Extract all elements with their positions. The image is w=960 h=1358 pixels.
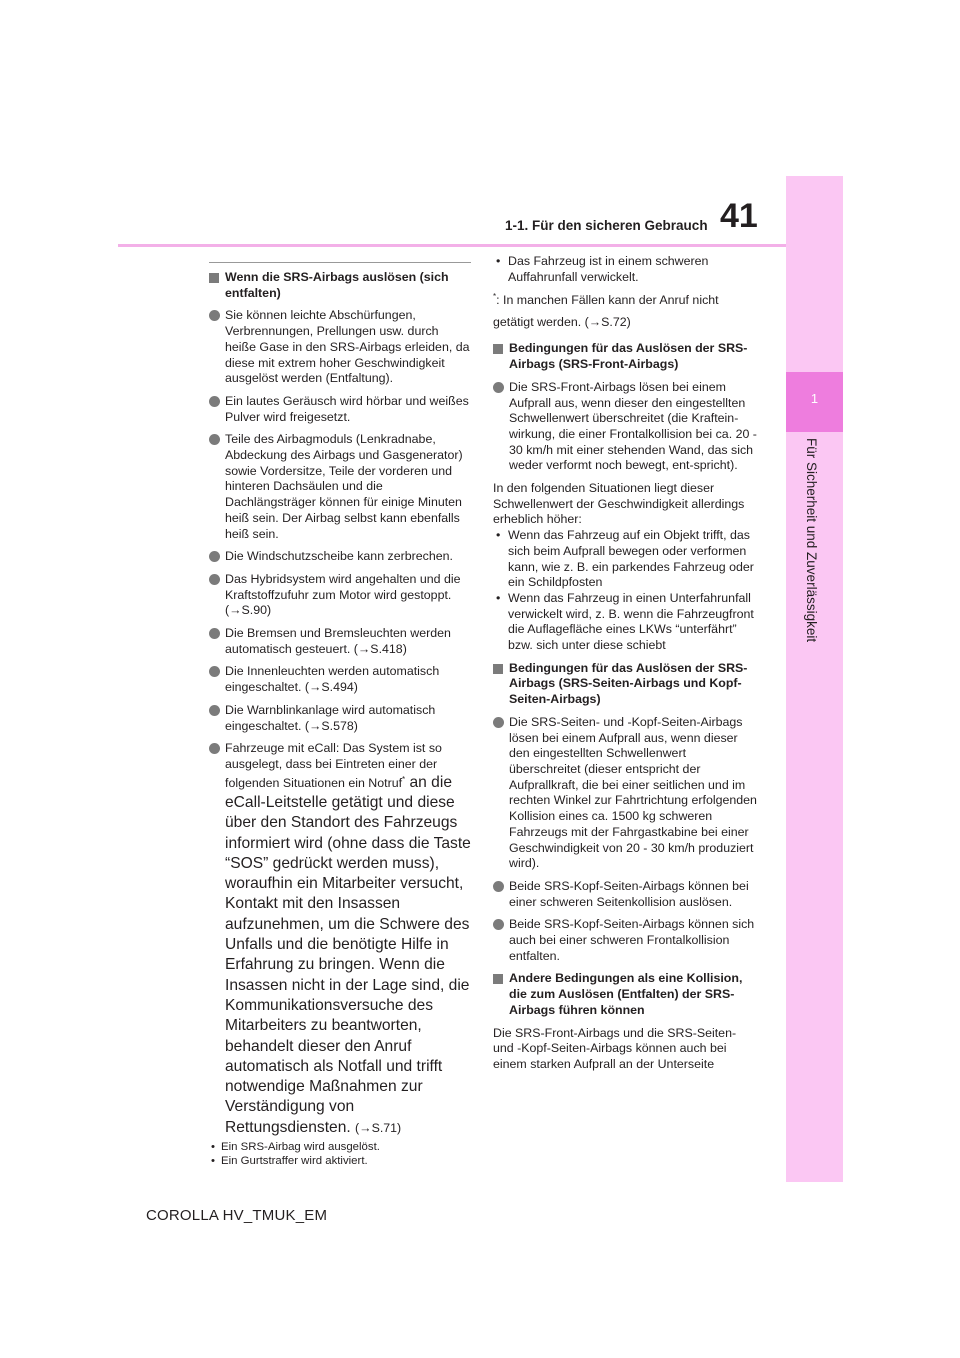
list-item: [209, 308, 471, 387]
footnote-marker: *: [493, 292, 497, 302]
list-item: [493, 879, 759, 910]
sub-item: • Das Fahrzeug ist in einem schweren Auffahrunfall verwickelt.: [496, 254, 709, 284]
list-item-text: Beide SRS-Kopf-Seiten-Airbags können bei einer schweren Seitenkollision auslösen.: [509, 878, 749, 909]
list-item-text: Ein lautes Geräusch wird hörbar und weißes Pulver wird freigesetzt.: [225, 393, 469, 424]
list-item: [493, 917, 759, 964]
circle-bullet-icon: [209, 396, 220, 407]
list-item: [493, 715, 759, 872]
list-item-text: Die SRS-Front-Airbags lösen bei einem Aufprall aus, wenn dieser den eingestellten Schwellenwert überschreitet (die Kraftein-wirkung, die einer Frontalkollision bei ca. 20 - 30 km/h mit einer stehenden Wand, das sich weder verformt noch bewegt, ent-spricht).: [509, 379, 757, 473]
list-item-text: Die SRS-Seiten- und -Kopf-Seiten-Airbags lösen bei einem Aufprall aus, wenn dieser den eingestellten Schwellenwert überschreitet (dieser entspricht der Aufprallkraft, die bei einer seitlichen und im rechten Winkel zur Fahrtrichtung erfolgenden Kollision eines ca. 1500 kg schweren Fahrzeugs mit der Fahrgastkabine bei einer Geschwindigkeit von 20 - 30 km/h produziert wird).: [509, 714, 757, 871]
paragraph: In den folgenden Situationen liegt dieser Schwellenwert der Geschwindigkeit allerdings erheblich höher:: [493, 481, 745, 527]
list-item-text: Die Warnblinkanlage wird automatisch eingeschaltet. (→S.578): [225, 702, 436, 733]
square-bullet-icon: [493, 974, 503, 984]
list-item: [209, 626, 471, 657]
circle-bullet-icon: [209, 628, 220, 639]
section-title: 1-1. Für den sicheren Gebrauch: [505, 218, 708, 233]
list-item: [209, 703, 471, 734]
sub-item: • Wenn das Fahrzeug in einen Unterfahrunfall verwickelt wird, z. B. wenn die Fahrzeugfront die Auflagefläche eines LKWs “unterfährt” bzw. sich unter diese schiebt: [496, 590, 754, 653]
sub-item-text: Wenn das Fahrzeug auf ein Objekt trifft, das sich beim Aufprall bewegen oder verformen kann, wie z. B. ein parkendes Fahrzeug oder ein Schildpfosten: [508, 528, 754, 590]
ecall-sub-item: • Ein SRS-Airbag wird ausgelöst.: [211, 1141, 380, 1154]
footnote: [493, 289, 759, 333]
heading-text: Bedingungen für das Auslösen der SRS-Airbags (SRS-Front-Airbags): [509, 341, 748, 372]
ecall-item: [209, 741, 471, 1138]
list-item-text: Die Bremsen und Bremsleuchten werden automatisch gesteuert. (→S.418): [225, 626, 451, 656]
list-item-text: Teile des Airbagmoduls (Lenkradnabe, Abdeckung des Airbags und Gasgenerator) sowie Vordersitze, Teile der vorderen und hinteren Dachsäulen und die Dachlängsträger können für einige Minuten heiß sein. Der Airbag selbst kann ebenfalls heiß sein.: [225, 432, 463, 541]
sub-item-text: Das Fahrzeug ist in einem schweren Auffahrunfall verwickelt.: [508, 254, 709, 284]
page-number: 41: [720, 197, 758, 235]
sub-item-text: Wenn das Fahrzeug in einen Unterfahrunfall verwickelt wird, z. B. wenn die Fahrzeugfront die Auflagefläche eines LKWs “unterfährt” bzw. sich unter diese schiebt: [508, 590, 754, 653]
footnote-text: : In manchen Fällen kann der Anruf nicht getätigt werden. (→S.72): [493, 293, 719, 330]
ecall-text-small: Fahrzeuge mit eCall: Das System ist so ausgelegt, dass bei Eintreten einer der folgenden Situationen ein Notruf: [225, 741, 442, 790]
chapter-label-wrapper: [802, 438, 820, 658]
right-column: [493, 254, 759, 1073]
section-heading: [209, 270, 471, 301]
square-bullet-icon: [493, 664, 503, 674]
circle-bullet-icon: [209, 310, 220, 321]
circle-bullet-icon: [209, 743, 220, 754]
circle-bullet-icon: [209, 666, 220, 677]
circle-bullet-icon: [493, 717, 504, 728]
chapter-side-band: [786, 176, 843, 1182]
square-bullet-icon: [209, 273, 219, 283]
header-rule: [118, 244, 786, 247]
chapter-number: 1: [810, 391, 819, 406]
footnote-marker: *: [402, 774, 406, 784]
list-item: [209, 394, 471, 425]
circle-bullet-icon: [209, 574, 220, 585]
circle-bullet-icon: [493, 919, 504, 930]
paragraph: Die SRS-Front-Airbags und die SRS-Seiten- und -Kopf-Seiten-Airbags können auch bei einem starken Aufprall an der Unterseite: [493, 1025, 737, 1071]
ecall-sub-item: • Ein Gurtstraffer wird aktiviert.: [211, 1155, 368, 1168]
circle-bullet-icon: [209, 434, 220, 445]
list-item-text: Die Windschutzscheibe kann zerbrechen.: [225, 549, 453, 564]
list-item: [493, 380, 759, 474]
circle-bullet-icon: [493, 382, 504, 393]
list-item-text: Sie können leichte Abschürfungen, Verbrennungen, Prellungen usw. durch heiße Gase in den SRS-Airbags erleiden, da diese mit extrem hoher Geschwindigkeit ausgelöst werden (Entfaltung).: [225, 308, 470, 386]
heading-text: Andere Bedingungen als eine Kollision, die zum Auslösen (Entfalten) der SRS-Airbags führen können: [509, 971, 743, 1017]
list-item-text: Das Hybridsystem wird angehalten und die Kraftstoffzufuhr zum Motor wird gestoppt. (→S.90): [225, 571, 461, 618]
section-heading: [493, 661, 759, 708]
footer-model: COROLLA HV_TMUK_EM: [146, 1207, 328, 1224]
list-item: [209, 664, 471, 695]
circle-bullet-icon: [493, 881, 504, 892]
left-column: [209, 262, 471, 1168]
heading-text: Bedingungen für das Auslösen der SRS-Airbags (SRS-Seiten-Airbags und Kopf-Seiten-Airbags): [509, 660, 748, 707]
heading-text: Wenn die SRS-Airbags auslösen (sich entfalten): [225, 270, 449, 300]
page-reference[interactable]: (→S.71): [355, 1120, 402, 1135]
section-heading: [493, 971, 759, 1018]
list-item-text: Die Innenleuchten werden automatisch eingeschaltet. (→S.494): [225, 664, 440, 695]
square-bullet-icon: [493, 344, 503, 354]
list-item: [209, 432, 471, 542]
sub-item-text: Ein Gurtstraffer wird aktiviert.: [221, 1155, 368, 1168]
sub-item-text: Ein SRS-Airbag wird ausgelöst.: [221, 1141, 380, 1154]
list-item: [209, 549, 471, 565]
circle-bullet-icon: [209, 705, 220, 716]
ecall-text-large: an die eCall-Leitstelle getätigt und diese über den Standort des Fahrzeugs informiert wird (ohne dass die Taste “SOS” gedrückt werden muss), woraufhin ein Mitarbeiter versucht, Kontakt mit den Insassen aufzunehmen, um die Schwere des Unfalls und die benötigte Hilfe in Erfahrung zu bringen. Wenn die Insassen nicht in der Lage sind, die Kommunikationsversuche des Mitarbeiters zu beantworten, behandelt dieser den Anruf automatisch als Notfall und trifft notwendige Maßnahmen zur Verständigung von Rettungsdiensten.: [225, 773, 471, 1136]
list-item-text: Beide SRS-Kopf-Seiten-Airbags können sich auch bei einer schweren Frontalkollision entfalten.: [509, 917, 755, 963]
list-item: [209, 572, 471, 619]
sub-item: • Wenn das Fahrzeug auf ein Objekt trifft, das sich beim Aufprall bewegen oder verformen kann, wie z. B. ein parkendes Fahrzeug oder ein Schildpfosten: [496, 528, 754, 590]
section-heading: [493, 341, 759, 372]
circle-bullet-icon: [209, 551, 220, 562]
chapter-label: Für Sicherheit und Zuverlässigkeit: [804, 438, 819, 643]
